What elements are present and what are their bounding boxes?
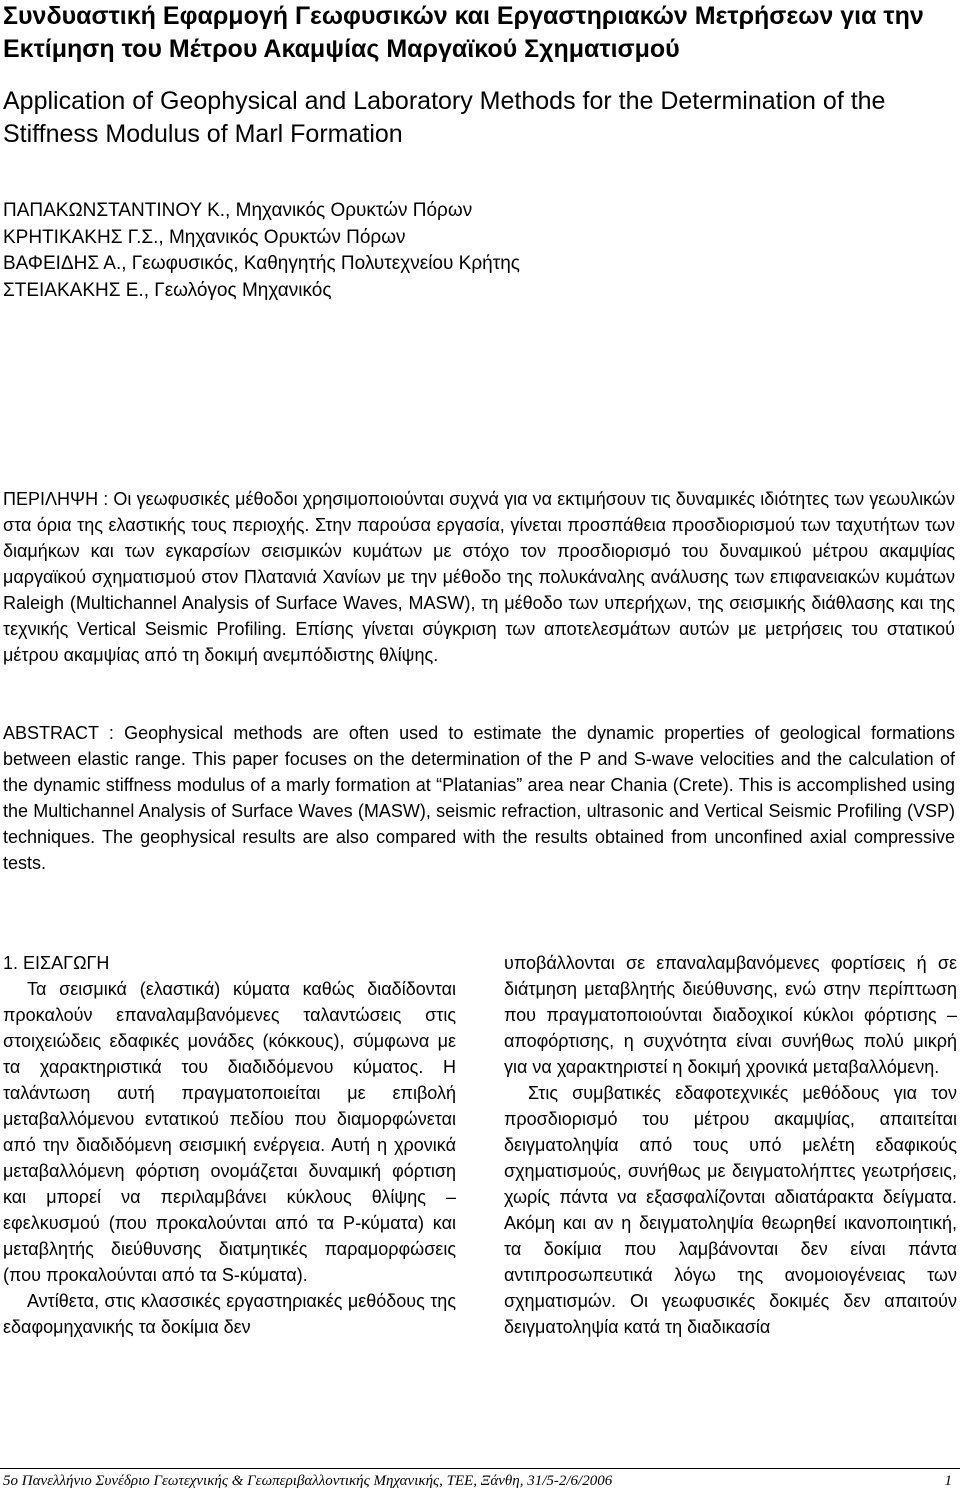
abstract-greek [3, 486, 955, 668]
author-list [3, 198, 903, 304]
author-item: ΣΤΕΙΑΚΑΚΗΣ Ε., Γεωλόγος Μηχανικός [3, 279, 332, 301]
author-item: ΠΑΠΑΚΩΝΣΤΑΝΤΙΝΟΥ Κ., Μηχανικός Ορυκτών Πόρων [3, 200, 473, 221]
page-number: 1 [944, 1473, 952, 1489]
conference-footer: 5ο Πανελλήνιο Συνέδριο Γεωτεχνικής & Γεωπεριβαλλοντικής Μηχανικής, ΤΕΕ, Ξάνθη, 31/5-2/6/2006 [3, 1473, 613, 1489]
author-item: ΚΡΗΤΙΚΑΚΗΣ Γ.Σ., Μηχανικός Ορυκτών Πόρων [3, 226, 406, 248]
left-column [3, 950, 456, 1340]
abstract-english [3, 720, 955, 876]
title-greek: Συνδυαστική Εφαρμογή Γεωφυσικών και Εργαστηριακών Μετρήσεων για την Εκτίμηση του Μέτρου Ακαμψίας Μαργαϊκού Σχηματισμού [3, 2, 924, 63]
abstract-english-text: Geophysical methods are often used to estimate the dynamic properties of geological formations between elastic range. This paper focuses on the determination of the P and S-wave velocities and the calculation of the dynamic stiffness modulus of a marly formation at “Platanias” area near Chania (Crete). This is accomplished using the Multichannel Analysis of Surface Waves (MASW), seismic refraction, ultrasonic and Vertical Seismic Profiling (VSP) techniques. The geophysical results are also compared with the results obtained from unconfined axial compressive tests. [3, 723, 955, 873]
body-paragraph: Τα σεισμικά (ελαστικά) κύματα καθώς διαδίδονται προκαλούν επαναλαμβανόμενες ταλαντώσεις στις στοιχειώδεις εδαφικές μονάδες (κόκκους), σύμφωνα με τα χαρακτηριστικά του διαδιδόμενου κύματος. Η ταλάντωση αυτή πραγματοποιείται με επιβολή μεταβαλλόμενου εντατικού πεδίου που διαμορφώνεται από την διαδιδόμενη σεισμική ενέργεια. Αυτή η χρονικά μεταβαλλόμενη φόρτιση ονομάζεται δυναμική φόρτιση και μπορεί να περιλαμβάνει κύκλους θλίψης – εφελκυσμού (που προκαλούνται από τα P-κύματα) και μεταβλητής διεύθυνσης διατμητικές παραμορφώσεις (που προκαλούνται από τα S-κύματα). [3, 979, 456, 1285]
author-item: ΒΑΦΕΙΔΗΣ Α., Γεωφυσικός, Καθηγητής Πολυτεχνείου Κρήτης [3, 253, 520, 274]
body-paragraph: υποβάλλονται σε επαναλαμβανόμενες φορτίσεις ή σε διάτμηση μεταβλητής διεύθυνσης, ενώ στην περίπτωση που πραγματοποιούνται διαδοχικοί κύκλοι φόρτισης – αποφόρτισης, η συχνότητα είναι συνήθως πολύ μικρή για να χαρακτηριστεί η δοκιμή χρονικά μεταβαλλόμενη. [504, 953, 957, 1077]
footer-divider [0, 1468, 960, 1469]
abstract-greek-text: Οι γεωφυσικές μέθοδοι χρησιμοποιούνται συχνά για να εκτιμήσουν τις δυναμικές ιδιότητες των γεωυλικών στα όρια της ελαστικής τους περιοχής. Στην παρούσα εργασία, γίνεται προσπάθεια προσδιορισμού των ταχυτήτων των διαμήκων και των εγκαρσίων σεισμικών κυμάτων με στόχο τον προσδιορισμό του δυναμικού μέτρου ακαμψίας μαργαϊκού σχηματισμού στον Πλατανιά Χανίων με την μέθοδο της πολυκάναλης ανάλυσης των επιφανειακών κυμάτων Raleigh (Multichannel Analysis of Surface Waves, MASW), τη μέθοδο των υπερήχων, της σεισμικής διάθλασης και της τεχνικής Vertical Seismic Profiling. Επίσης γίνεται σύγκριση των αποτελεσμάτων αυτών με μετρήσεις του στατικού μέτρου ακαμψίας από τη δοκιμή ανεμπόδιστης θλίψης. [3, 489, 955, 665]
body-paragraph: Στις συμβατικές εδαφοτεχνικές μεθόδους για τον προσδιορισμό του μέτρου ακαμψίας, απαιτείται δειγματοληψία από τους υπό μελέτη εδαφικούς σχηματισμούς, συνήθως με δειγματολήπτες γεωτρήσεις, χωρίς πάντα να εξασφαλίζονται αδιατάρακτα δείγματα. Ακόμη και αν η δειγματοληψία θεωρηθεί ικανοποιητική, τα δοκίμια που λαμβάνονται δεν είναι πάντα αντιπροσωπευτικά λόγω της ανομοιογένειας των σχηματισμών. Οι γεωφυσικές δοκιμές δεν απαιτούν δειγματοληψία κατά τη διαδικασία [504, 1083, 957, 1337]
section-heading: 1. ΕΙΣΑΓΩΓΗ [3, 953, 110, 973]
body-paragraph: Αντίθετα, στις κλασσικές εργαστηριακές μεθόδους της εδαφομηχανικής τα δοκίμια δεν [3, 1291, 456, 1337]
right-column [504, 950, 957, 1340]
abstract-greek-label: ΠΕΡΙΛΗΨΗ : [3, 489, 109, 509]
abstract-english-label: ABSTRACT : [3, 723, 114, 743]
title-english: Application of Geophysical and Laboratory Methods for the Determination of the Stiffness Modulus of Marl Formation [3, 87, 886, 148]
